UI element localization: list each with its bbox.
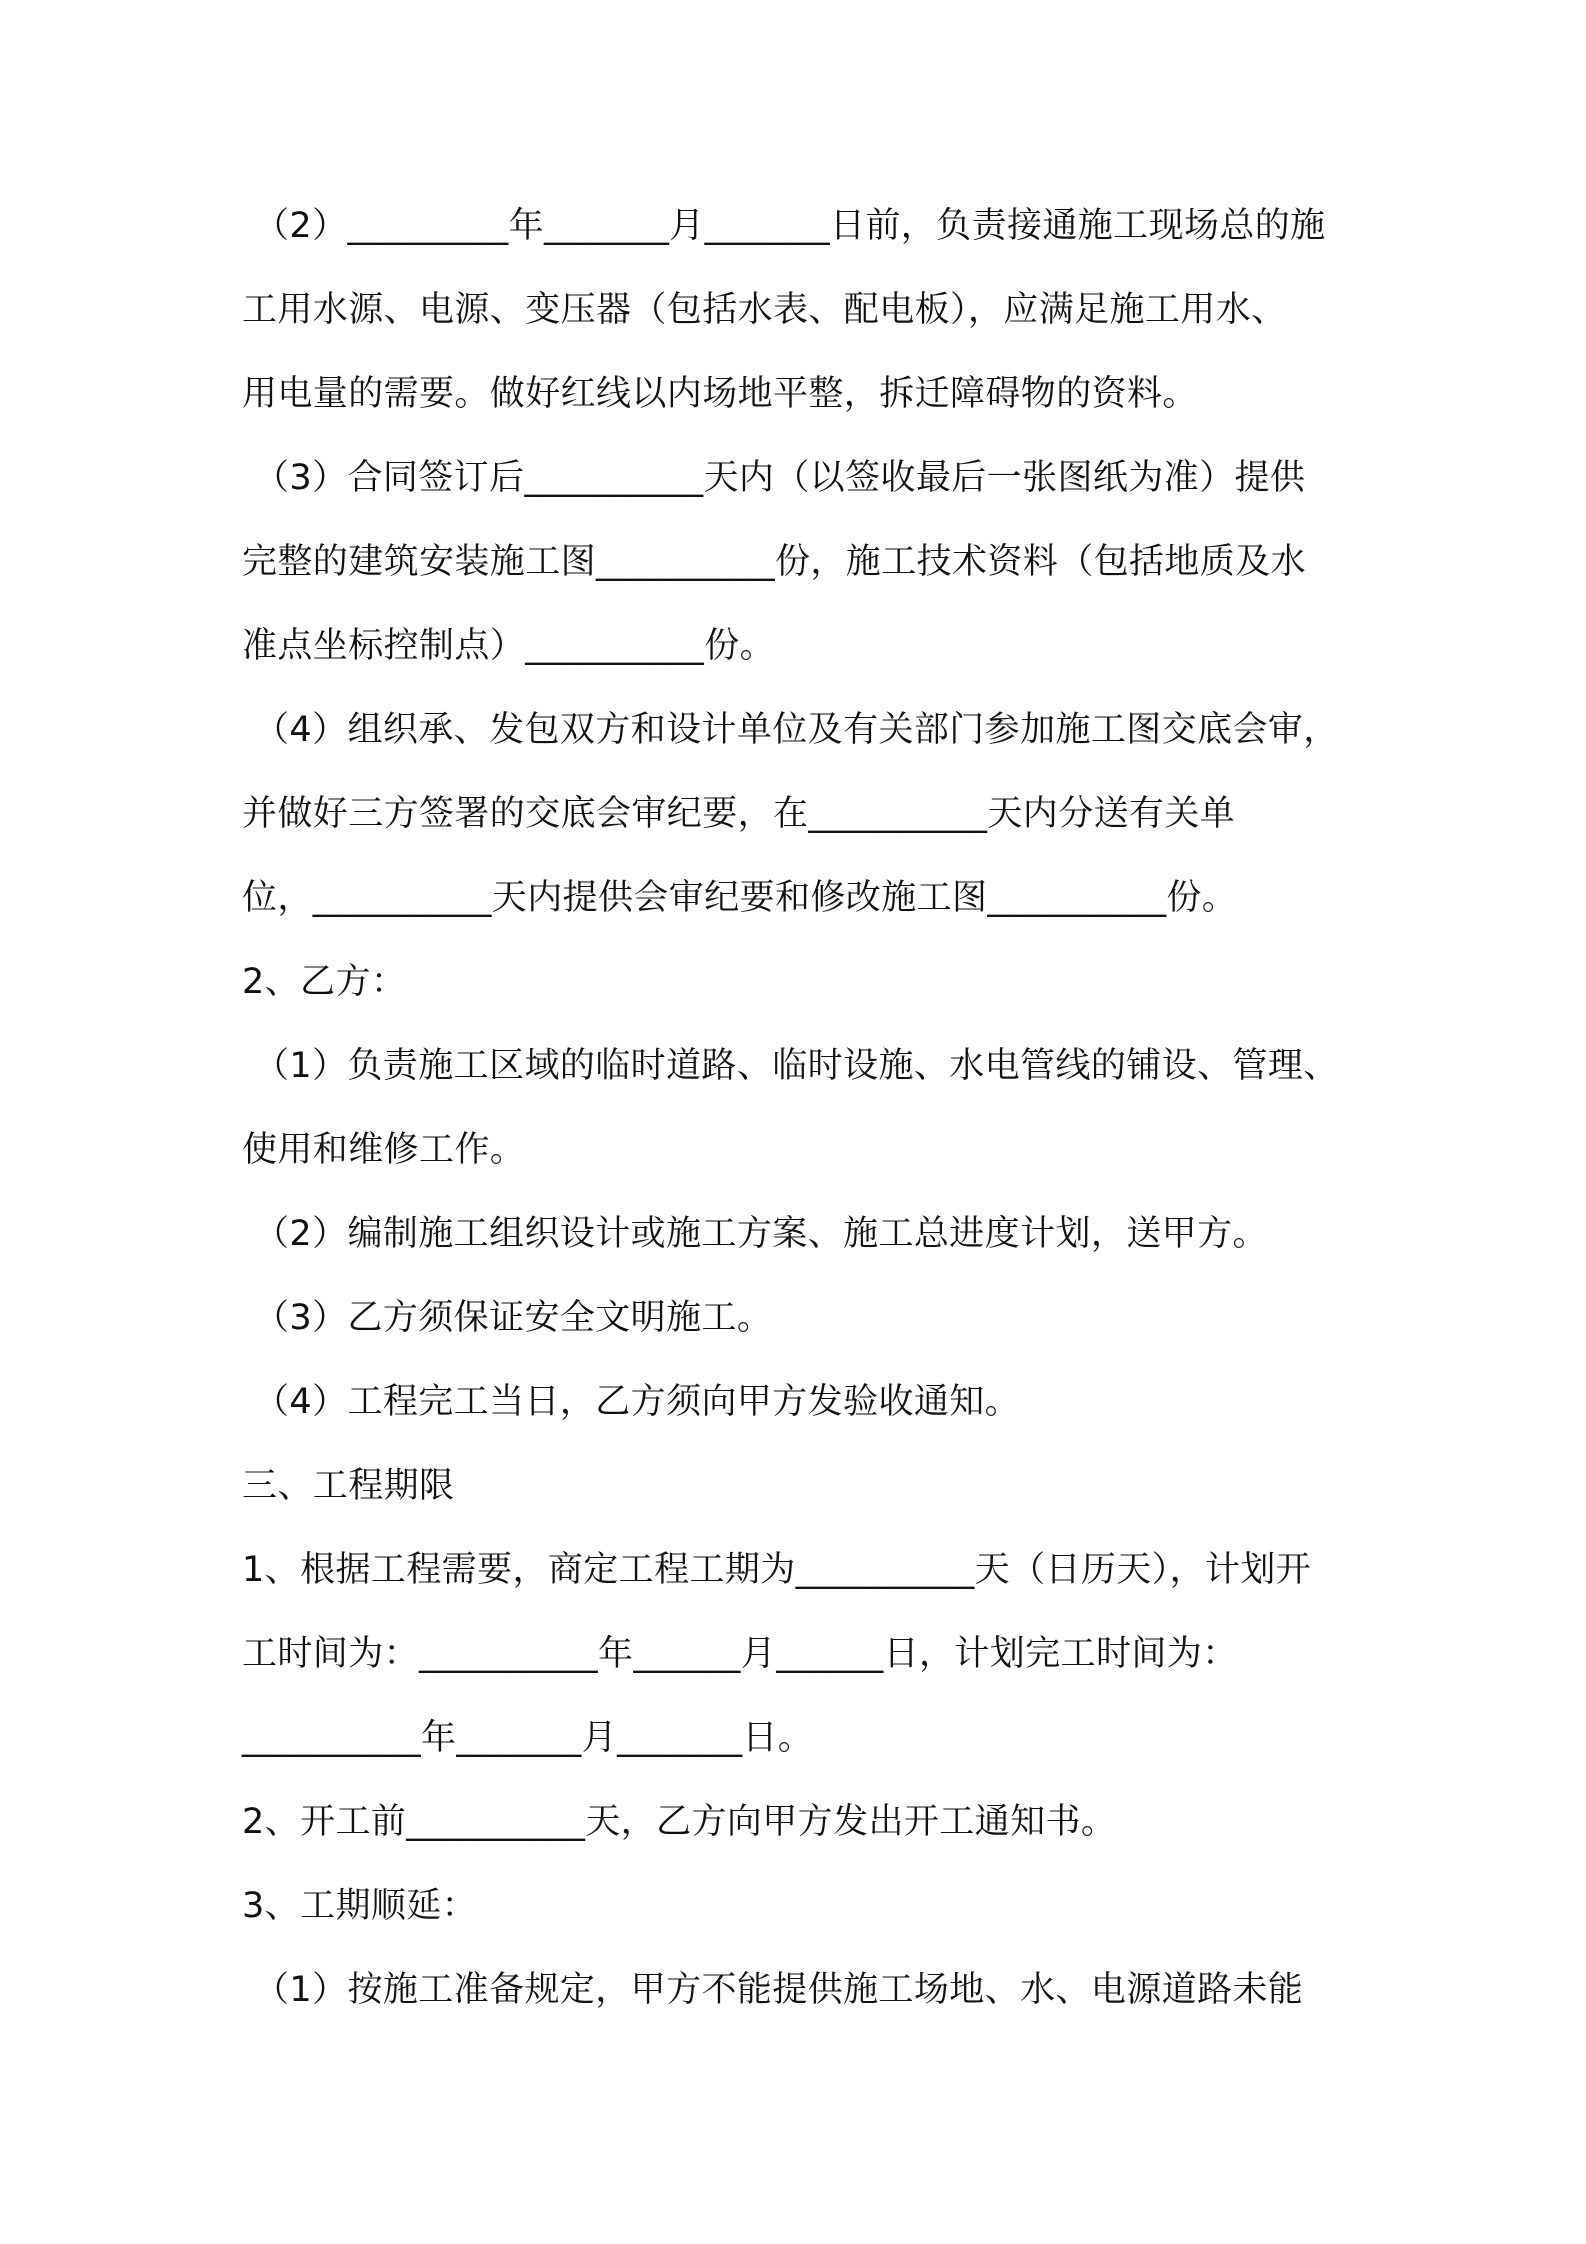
text-line: 1、根据工程需要，商定工程工期为__________天（日历天），计划开: [242, 1550, 1312, 1590]
text-line: 准点坐标控制点）__________份。: [242, 626, 776, 666]
text-line: 位，__________天内提供会审纪要和修改施工图__________份。: [242, 878, 1238, 918]
text-line: __________年_______月_______日。: [242, 1718, 814, 1758]
text-line: 并做好三方签署的交底会审纪要，在__________天内分送有关单: [242, 794, 1236, 834]
text-line: 使用和维修工作。: [242, 1130, 526, 1170]
text-line: 2、开工前__________天，乙方向甲方发出开工通知书。: [242, 1802, 1117, 1842]
text-line: （4）组织承、发包双方和设计单位及有关部门参加施工图交底会审，: [254, 710, 1339, 750]
text-line: （1）按施工准备规定，甲方不能提供施工场地、水、电源道路未能: [254, 1970, 1304, 2010]
section-heading: 三、工程期限: [242, 1466, 455, 1506]
text-line: 工用水源、电源、变压器（包括水表、配电板），应满足施工用水、: [242, 290, 1287, 330]
text-line: （4）工程完工当日，乙方须向甲方发验收通知。: [254, 1382, 1021, 1422]
text-line: 完整的建筑安装施工图__________份，施工技术资料（包括地质及水: [242, 542, 1307, 582]
text-line: 工时间为：__________年______月______日，计划完工时间为：: [242, 1634, 1238, 1674]
section-heading: 2、乙方：: [242, 962, 407, 1002]
text-line: （2）编制施工组织设计或施工方案、施工总进度计划，送甲方。: [254, 1214, 1268, 1254]
text-line: （3）乙方须保证安全文明施工。: [254, 1298, 773, 1338]
text-line: （3）合同签订后__________天内（以签收最后一张图纸为准）提供: [254, 458, 1306, 498]
text-line: 用电量的需要。做好红线以内场地平整，拆迁障碍物的资料。: [242, 374, 1198, 414]
section-heading: 3、工期顺延：: [242, 1886, 478, 1926]
text-line: （1）负责施工区域的临时道路、临时设施、水电管线的铺设、管理、: [254, 1046, 1339, 1086]
text-line: （2）_________年_______月_______日前，负责接通施工现场总的施: [254, 206, 1326, 246]
